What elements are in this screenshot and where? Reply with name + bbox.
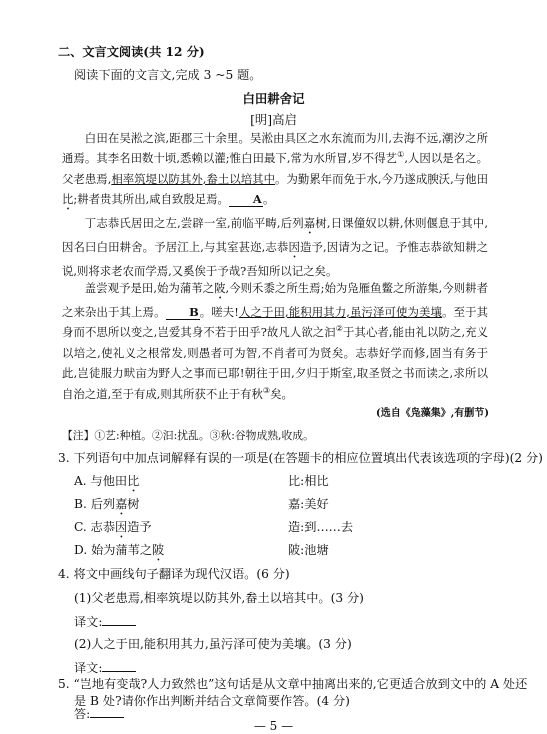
q4-sentence-2: (2)人之于田,能积用其力,虽污泽可使为美壤。(3 分) bbox=[74, 637, 352, 651]
q4-sentence-1: (1)父老患焉,相率筑堤以防其外,畚土以培其中。(3 分) bbox=[74, 591, 364, 605]
q4-answer-2: 译文: bbox=[74, 659, 136, 676]
article-paragraph-1: 白田在吴淞之滨,距郡三十余里。吴淞由具区之水东流而为川,去海不远,潮汐之所通焉。其李名田数十顷,悉赖以灌;惟白田最下,常为水所冒,岁不得艺①,人因以是名之。父老患焉,相率筑堤以防其外,畚土以培其中。为勤累年而免于水,今乃遂成腴沃,与他田比;耕者贵其所出,咸自致殷足焉。 A。 bbox=[62, 131, 489, 207]
article-notes: 【注】①艺:种植。②汩:扰乱。③秋:谷物成熟,收成。 bbox=[62, 429, 314, 442]
article-paragraph-3: 盖尝观予是田,始为蒲苇之陂,今则禾黍之所生焉;始为凫雁鱼鳖之所游集,今则耕者之来杂出于其上焉。 B。嗟夫!人之于田,能积用其力,虽污泽可使为美壤。至于其身而不思所以变之,岂爱其身不若于田乎?故凡人欲之汩②于其心者,能由礼以防之,充义以培之,使礼义之根常发,则愚者可为智,不肖者可为贤矣。志恭好学而修,固当有务于此,岂徒服力畎亩为野人之事而已耶!朝往于田,夕归于斯室,取圣贤之书而读之,求所以自治之道,至于有成,则其所获不止于有秋③矣。 bbox=[62, 281, 489, 401]
question-5-stem-line-2: 是 B 处?请你作出判断并结合文章简要作答。(4 分) bbox=[74, 694, 350, 708]
question-5-stem-line-1: 5. “岂地有变哉?人力致然也”这句话是从文章中抽离出来的,它更适合放到文中的 A 处还 bbox=[58, 677, 528, 691]
article-author: [明]高启 bbox=[250, 112, 297, 127]
article-paragraph-2: 丁志恭氏居田之左,尝辟一室,前临平畴,后列嘉树,日课僮奴以耕,休则偃息于其中,因名曰白田耕舍。予居江上,与其室甚迩,志恭因造予,因请为之记。予惟志恭欲知耕之说,则将求老农而学焉,又奚俟于予哉?吾知所以记之矣。 bbox=[62, 216, 488, 278]
dotted-word: 比 bbox=[62, 192, 74, 207]
dotted-word: 陂 bbox=[152, 543, 165, 557]
q3-option-c-explanation: 造:到……去 bbox=[288, 520, 354, 534]
footnote-marker: ② bbox=[335, 324, 344, 334]
dotted-word: 嘉 bbox=[115, 497, 128, 511]
reading-instruction: 阅读下面的文言文,完成 3 ~5 题。 bbox=[74, 68, 262, 82]
q3-option-b-explanation: 嘉:美好 bbox=[288, 497, 329, 511]
dotted-word: 嘉 bbox=[303, 216, 316, 230]
dotted-word: 因 bbox=[288, 240, 300, 254]
q3-option-b: B. 后列嘉树 bbox=[74, 497, 140, 511]
article-title: 白田耕舍记 bbox=[242, 91, 305, 106]
question-4-stem: 4. 将文中画线句子翻译为现代汉语。(6 分) bbox=[58, 567, 290, 581]
footnote-marker: ③ bbox=[262, 385, 271, 395]
q3-option-d: D. 始为蒲苇之陂 bbox=[74, 543, 165, 557]
underlined-sentence-2: 人之于田,能积用其力,虽污泽可使为美壤 bbox=[238, 305, 443, 319]
q3-option-a: A. 与他田比 bbox=[74, 474, 140, 488]
answer-blank-line bbox=[102, 659, 136, 672]
q3-option-c: C. 志恭因造予 bbox=[74, 520, 152, 534]
dotted-word: 因 bbox=[115, 520, 128, 534]
q3-option-d-explanation: 陂:池塘 bbox=[288, 543, 329, 557]
article-source: (选自《凫藻集》,有删节) bbox=[376, 408, 489, 419]
dotted-word: 比 bbox=[127, 474, 140, 488]
page-number: — 5 — bbox=[253, 719, 294, 733]
blank-a: A bbox=[229, 192, 263, 207]
footnote-marker: ① bbox=[397, 150, 405, 160]
q4-answer-1: 译文: bbox=[74, 613, 136, 630]
answer-blank-line bbox=[90, 705, 124, 718]
section-heading: 二、文言文阅读(共 12 分) bbox=[58, 45, 205, 59]
question-3-stem: 3. 下列语句中加点词解释有误的一项是(在答题卡的相应位置填出代表该选项的字母)(2 分) bbox=[58, 451, 543, 465]
answer-blank-line bbox=[102, 613, 136, 626]
dotted-word: 陂 bbox=[214, 281, 226, 295]
q3-option-a-explanation: 比:相比 bbox=[288, 474, 329, 488]
blank-b: B bbox=[166, 305, 200, 320]
q5-answer: 答: bbox=[74, 705, 124, 722]
underlined-sentence-1: 相率筑堤以防其外,畚土以培其中 bbox=[111, 171, 276, 186]
